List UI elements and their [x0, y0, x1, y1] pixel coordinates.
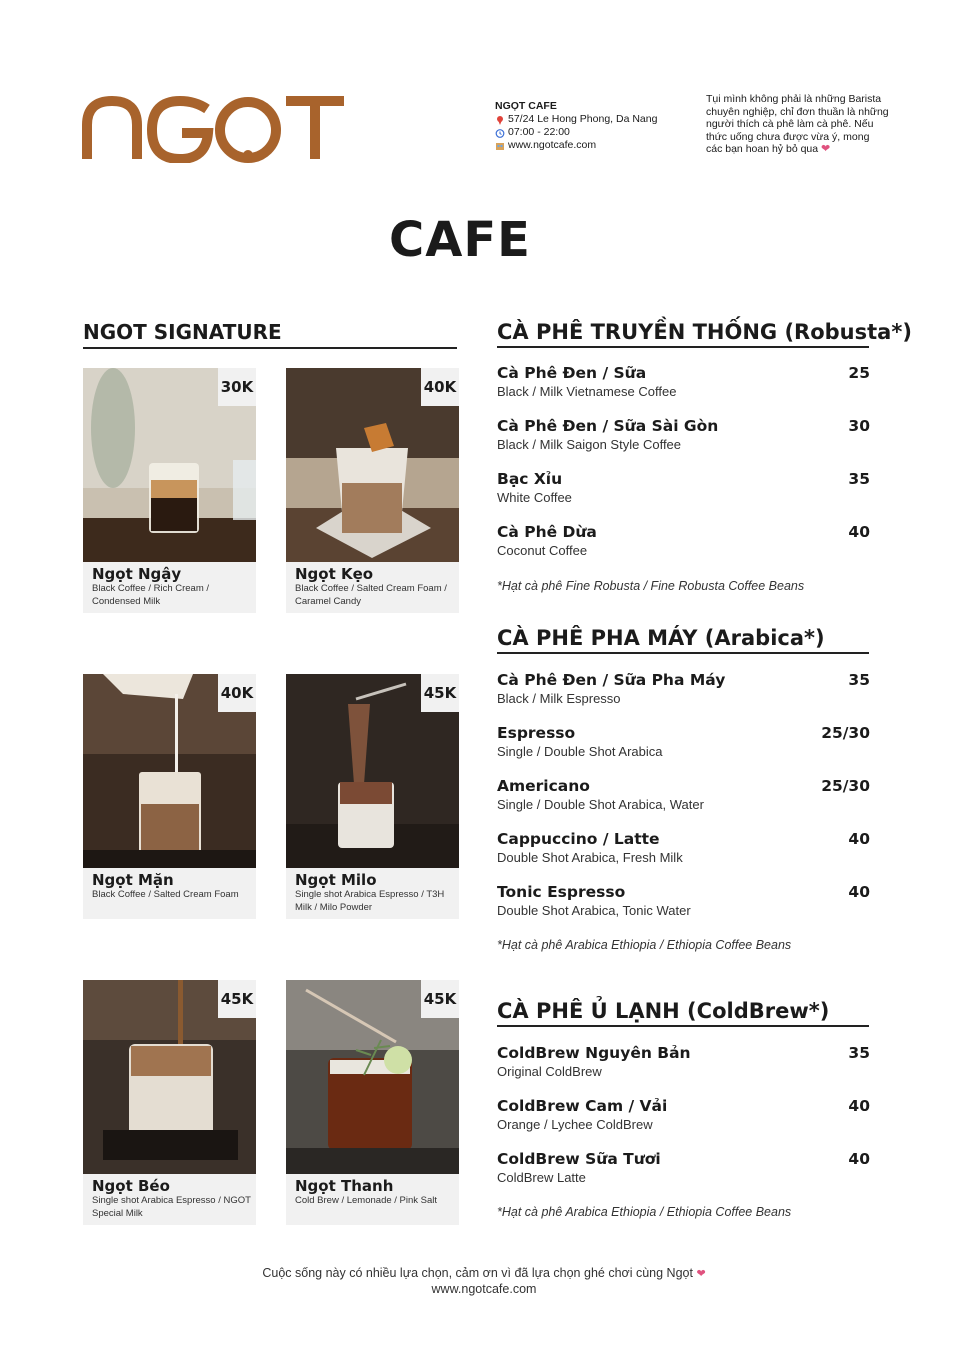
item-description: Coconut Coffee — [497, 543, 588, 558]
heart-icon: ❤ — [821, 143, 831, 155]
price-badge: 40K — [218, 674, 256, 712]
location-pin-icon — [495, 115, 505, 125]
drink-name: Ngọt Kẹo — [295, 565, 374, 583]
item-name: Cà Phê Đen / Sữa Pha Máy — [497, 671, 726, 689]
cafe-name: NGỌT CAFE — [495, 100, 557, 112]
menu-item[interactable] — [497, 830, 870, 870]
drink-name: Ngọt Mặn — [92, 871, 174, 889]
signature-card[interactable] — [83, 980, 256, 1225]
signature-card[interactable] — [286, 674, 459, 919]
item-description: Single / Double Shot Arabica, Water — [497, 797, 704, 812]
page-title: CAFE — [389, 212, 531, 268]
ngot-logo — [82, 93, 352, 163]
footnote: *Hạt cà phê Arabica Ethiopia / Ethiopia Coffee Beans — [497, 1205, 792, 1219]
price-badge: 40K — [421, 368, 459, 406]
signature-card[interactable] — [286, 368, 459, 613]
cafe-info — [495, 100, 657, 152]
item-name: Cà Phê Dừa — [497, 523, 597, 541]
section-title-coldbrew: CÀ PHÊ Ủ LẠNH (ColdBrew*) — [497, 999, 869, 1027]
menu-item[interactable] — [497, 364, 870, 404]
item-price: 40 — [848, 883, 870, 901]
item-price: 35 — [848, 470, 870, 488]
price-badge: 30K — [218, 368, 256, 406]
drink-description: Black Coffee / Rich Cream / Condensed Milk — [92, 583, 210, 607]
item-name: Cà Phê Đen / Sữa Sài Gòn — [497, 417, 719, 435]
menu-item[interactable] — [497, 777, 870, 817]
item-description: Black / Milk Espresso — [497, 691, 621, 706]
note-line: Tụi mình không phải là những Barista — [706, 93, 882, 105]
section-title-traditional: CÀ PHÊ TRUYỀN THỐNG (Robusta*) — [497, 320, 869, 348]
item-price: 25/30 — [821, 777, 870, 795]
note-line: người thích cà phê làm cà phê. Nếu — [706, 118, 874, 130]
drink-name: Ngọt Béo — [92, 1177, 170, 1195]
item-description: ColdBrew Latte — [497, 1170, 586, 1185]
note-line: các bạn hoan hỷ bỏ qua — [706, 143, 819, 155]
item-description: Black / Milk Vietnamese Coffee — [497, 384, 677, 399]
item-description: Single / Double Shot Arabica — [497, 744, 663, 759]
menu-item[interactable] — [497, 724, 870, 764]
drink-name: Ngọt Thanh — [295, 1177, 394, 1195]
signature-card[interactable] — [83, 368, 256, 613]
globe-icon — [495, 141, 505, 151]
item-description: Black / Milk Saigon Style Coffee — [497, 437, 682, 452]
item-name: ColdBrew Cam / Vải — [497, 1097, 668, 1115]
item-description: Double Shot Arabica, Tonic Water — [497, 903, 691, 918]
cafe-address: 57/24 Le Hong Phong, Da Nang — [508, 113, 658, 125]
signature-card[interactable] — [83, 674, 256, 919]
item-name: Espresso — [497, 724, 576, 742]
menu-item[interactable] — [497, 523, 870, 563]
item-name: Cà Phê Đen / Sữa — [497, 364, 647, 382]
footnote: *Hạt cà phê Arabica Ethiopia / Ethiopia Coffee Beans — [497, 938, 792, 952]
footer-website[interactable]: www.ngotcafe.com — [431, 1282, 537, 1296]
item-name: Cappuccino / Latte — [497, 830, 660, 848]
opening-hours: 07:00 - 22:00 — [508, 126, 570, 138]
item-description: Original ColdBrew — [497, 1064, 602, 1079]
menu-item[interactable] — [497, 470, 870, 510]
heart-icon: ❤ — [696, 1268, 706, 1280]
price-badge: 45K — [218, 980, 256, 1018]
drink-description: Single shot Arabica Espresso / T3H Milk / Milo Powder — [295, 889, 445, 913]
drink-name: Ngọt Milo — [295, 871, 377, 889]
drink-description: Single shot Arabica Espresso / NGOT Special Milk — [92, 1195, 251, 1219]
drink-name: Ngọt Ngậy — [92, 565, 182, 583]
item-price: 40 — [848, 523, 870, 541]
drink-description: Black Coffee / Salted Cream Foam — [92, 889, 239, 900]
signature-card[interactable] — [286, 980, 459, 1225]
menu-item[interactable] — [497, 1150, 870, 1190]
signature-title: NGOT SIGNATURE — [83, 320, 457, 349]
footer-text: Cuộc sống này có nhiều lựa chọn, cảm ơn vì đã lựa chọn ghé chơi cùng Ngọt — [262, 1266, 693, 1280]
menu-item[interactable] — [497, 883, 870, 923]
item-price: 40 — [848, 1097, 870, 1115]
item-price: 40 — [848, 1150, 870, 1168]
website-link[interactable]: www.ngotcafe.com — [508, 139, 597, 151]
item-description: Double Shot Arabica, Fresh Milk — [497, 850, 683, 865]
menu-item[interactable] — [497, 417, 870, 457]
section-title-machine: CÀ PHÊ PHA MÁY (Arabica*) — [497, 626, 869, 654]
item-price: 25 — [848, 364, 870, 382]
item-name: Americano — [497, 777, 590, 795]
logo-text: NGOT — [82, 93, 85, 94]
item-description: Orange / Lychee ColdBrew — [497, 1117, 653, 1132]
item-name: ColdBrew Nguyên Bản — [497, 1044, 691, 1062]
item-price: 30 — [848, 417, 870, 435]
item-price: 25/30 — [821, 724, 870, 742]
footnote: *Hạt cà phê Fine Robusta / Fine Robusta Coffee Beans — [497, 579, 805, 593]
item-name: Bạc Xỉu — [497, 470, 563, 488]
menu-item[interactable] — [497, 671, 870, 711]
item-name: Tonic Espresso — [497, 883, 626, 901]
price-badge: 45K — [421, 674, 459, 712]
footer-message — [0, 1266, 955, 1280]
note-line: chuyên nghiệp, chỉ đơn thuần là những — [706, 105, 889, 118]
item-price: 35 — [848, 1044, 870, 1062]
drink-description: Black Coffee / Salted Cream Foam / Caramel Candy — [295, 583, 447, 607]
price-badge: 45K — [421, 980, 459, 1018]
menu-item[interactable] — [497, 1044, 870, 1084]
alarm-clock-icon — [495, 128, 505, 138]
item-price: 35 — [848, 671, 870, 689]
drink-description: Cold Brew / Lemonade / Pink Salt — [295, 1195, 438, 1206]
item-price: 40 — [848, 830, 870, 848]
menu-item[interactable] — [497, 1097, 870, 1137]
item-name: ColdBrew Sữa Tươi — [497, 1150, 661, 1168]
note-line: thức uống chưa được vừa ý, mong — [706, 130, 870, 143]
barista-note — [706, 93, 921, 156]
item-description: White Coffee — [497, 490, 572, 505]
